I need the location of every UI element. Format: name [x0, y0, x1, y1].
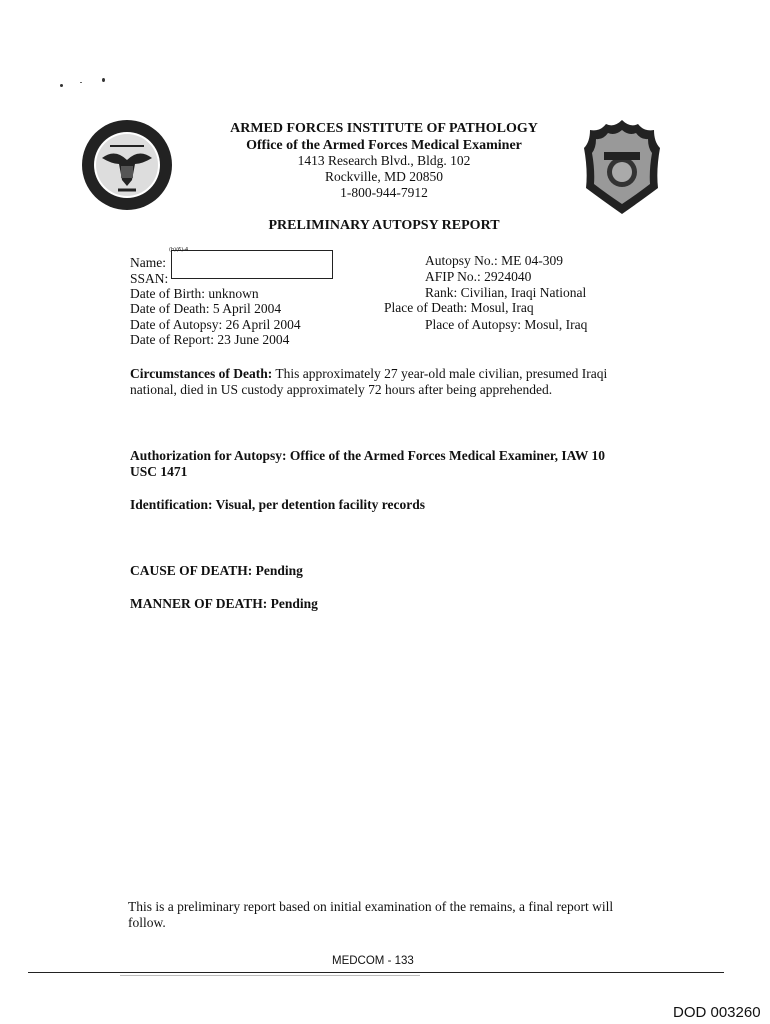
department-of-defense-seal-icon: [80, 118, 174, 212]
identification: Identification: Visual, per detention facility records: [130, 497, 425, 512]
date-of-death-field: Date of Death: 5 April 2004: [130, 301, 282, 316]
office-name: Office of the Armed Forces Medical Examiner: [246, 138, 522, 153]
manner-of-death: MANNER OF DEATH: Pending: [130, 596, 318, 611]
scan-speck: [60, 84, 63, 87]
bottom-rule-faint: [120, 975, 420, 976]
phone-number: 1-800-944-7912: [340, 185, 428, 200]
scan-speck: [80, 82, 82, 83]
ssan-field: SSAN:: [130, 271, 169, 286]
address-street: 1413 Research Blvd., Bldg. 102: [297, 153, 471, 168]
place-of-autopsy-field: Place of Autopsy: Mosul, Iraq: [425, 317, 588, 332]
scan-speck: [102, 78, 105, 82]
autopsy-number-field: Autopsy No.: ME 04-309: [425, 253, 564, 268]
redaction-code: (b)(6)-4: [169, 247, 189, 253]
authorization-for-autopsy: Authorization for Autopsy: Office of the Armed Forces Medical Examiner, IAW 10 USC 1471: [130, 448, 605, 479]
address-city: Rockville, MD 20850: [324, 169, 444, 184]
rank-field: Rank: Civilian, Iraqi National: [425, 285, 587, 300]
dod-document-number: DOD 003260: [673, 1004, 761, 1021]
preliminary-note: This is a preliminary report based on initial examination of the remains, a final report will follow.: [128, 899, 614, 930]
medcom-number: MEDCOM - 133: [332, 955, 414, 967]
place-of-death-field: Place of Death: Mosul, Iraq: [384, 300, 534, 315]
bottom-rule: [28, 972, 724, 973]
report-title: PRELIMINARY AUTOPSY REPORT: [268, 218, 500, 233]
name-field: Name:: [130, 255, 166, 270]
date-of-autopsy-field: Date of Autopsy: 26 April 2004: [130, 317, 301, 332]
redaction-box: [171, 250, 333, 279]
cause-of-death: CAUSE OF DEATH: Pending: [130, 563, 303, 578]
circumstances-of-death: Circumstances of Death: This approximately 27 year-old male civilian, presumed Iraqi national, died in US custody approximately 72 hours after being apprehended.: [130, 366, 608, 397]
medical-examiner-badge-icon: [582, 118, 662, 216]
afip-number-field: AFIP No.: 2924040: [425, 269, 532, 284]
institute-name: ARMED FORCES INSTITUTE OF PATHOLOGY: [230, 121, 538, 136]
date-of-report-field: Date of Report: 23 June 2004: [130, 332, 290, 347]
date-of-birth-field: Date of Birth: unknown: [130, 286, 259, 301]
